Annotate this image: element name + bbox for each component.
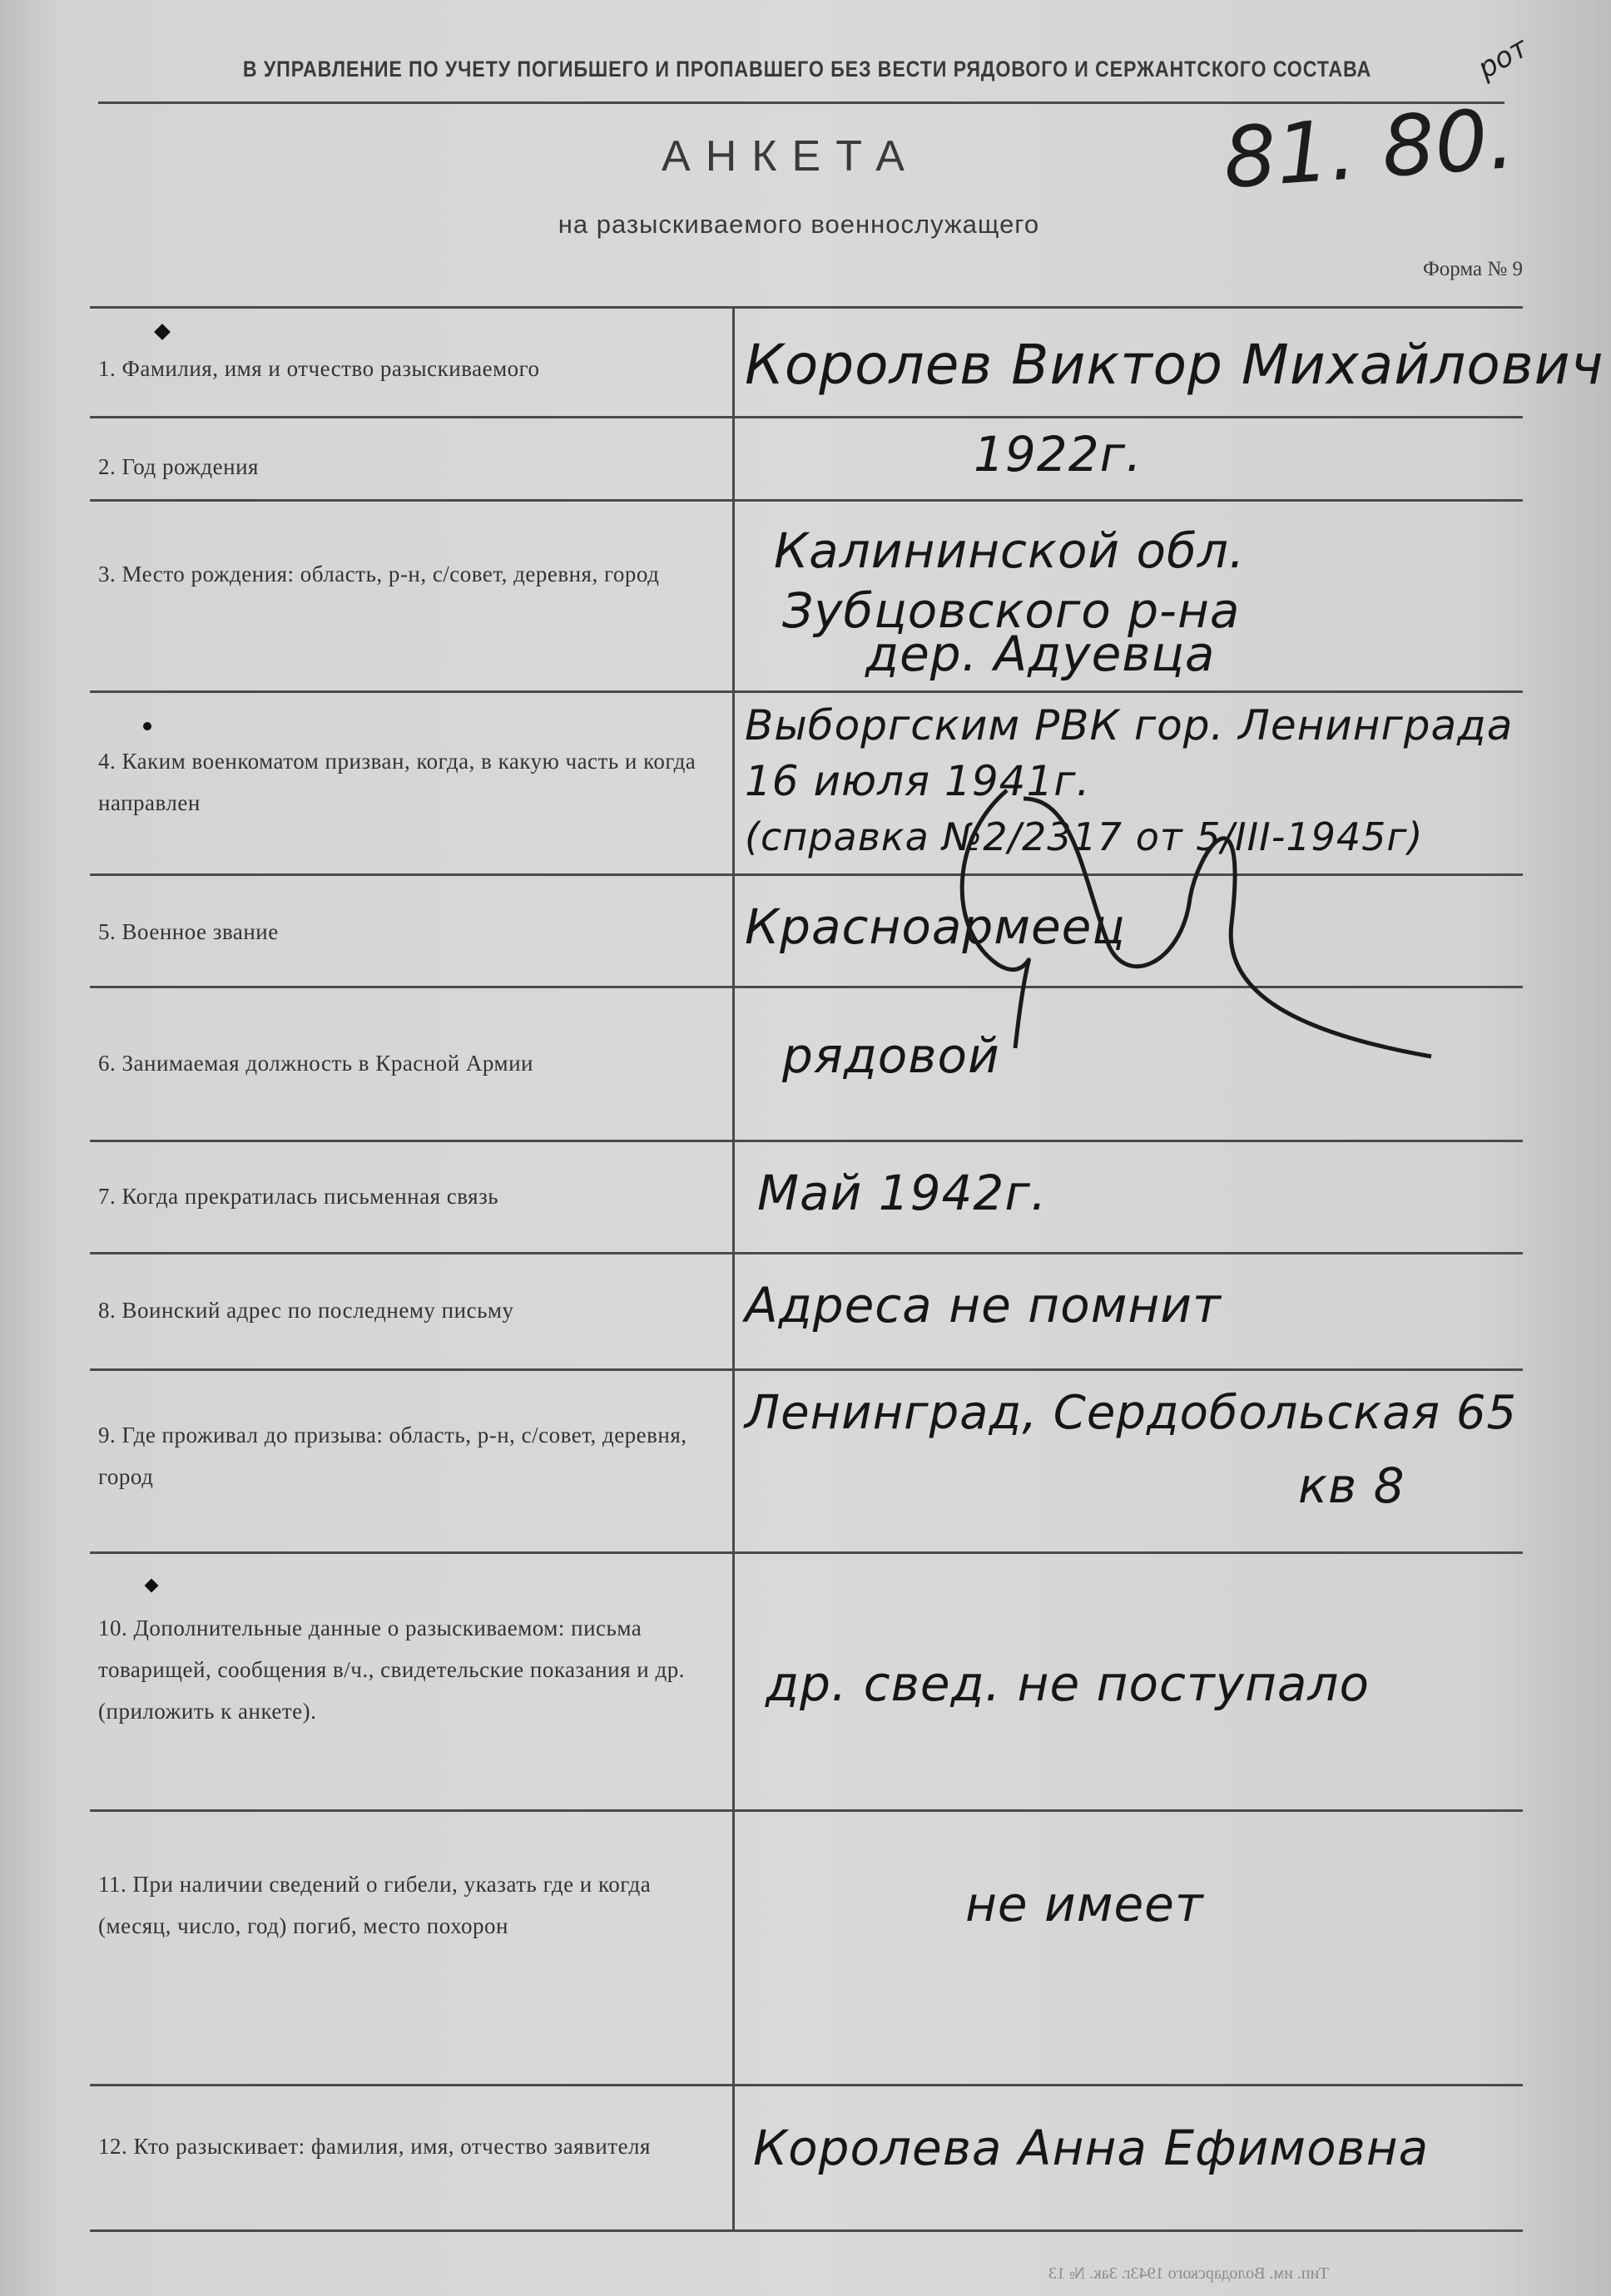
row-rule bbox=[90, 1809, 1523, 1812]
answer-full-name: Королев Виктор Михайлович bbox=[745, 333, 1604, 397]
answer-draft-office-3: (справка №2/2317 от 5/III-1945г) bbox=[745, 814, 1424, 859]
form-number: Форма № 9 bbox=[1423, 258, 1523, 280]
answer-additional-data: др. свед. не поступало bbox=[766, 1655, 1370, 1712]
row-rule bbox=[90, 1368, 1523, 1371]
header-rule bbox=[98, 101, 1504, 104]
row-rule bbox=[90, 2084, 1523, 2086]
label-residence: 9. Где проживал до призыва: область, р-н, с/совет, деревня, город bbox=[98, 1423, 687, 1489]
label-military-rank: 5. Военное звание bbox=[98, 919, 279, 944]
answer-birth-place-3: дер. Адуевца bbox=[865, 626, 1216, 682]
answer-residence-1: Ленинград, Сердобольская 65 bbox=[745, 1386, 1518, 1440]
printer-imprint-reversed: Тип. им. Володарского 1943г. Зак. № 13 bbox=[1048, 2264, 1329, 2283]
answer-draft-office-2: 16 июля 1941г. bbox=[745, 757, 1091, 805]
punch-mark bbox=[154, 324, 171, 340]
answer-birth-year: 1922г. bbox=[974, 426, 1143, 482]
answer-military-address: Адреса не помнит bbox=[745, 1277, 1222, 1334]
punch-mark bbox=[143, 722, 151, 730]
row-rule bbox=[90, 499, 1523, 502]
row-rule bbox=[90, 1252, 1523, 1254]
label-position: 6. Занимаемая должность в Красной Армии bbox=[98, 1051, 534, 1076]
table-bottom-rule bbox=[90, 2229, 1523, 2232]
label-birth-year: 2. Год рождения bbox=[98, 454, 259, 479]
label-birth-place: 3. Место рождения: область, р-н, с/совет, деревня, город bbox=[98, 562, 660, 586]
answer-military-rank: Красноармеец bbox=[745, 898, 1126, 955]
label-full-name: 1. Фамилия, имя и отчество разыскиваемого bbox=[98, 356, 540, 381]
row-rule bbox=[90, 1551, 1523, 1554]
label-last-contact: 7. Когда прекратилась письменная связь bbox=[98, 1184, 499, 1209]
punch-mark bbox=[145, 1579, 159, 1593]
row-rule bbox=[90, 873, 1523, 876]
column-divider bbox=[732, 306, 735, 2232]
label-death-info: 11. При наличии сведений о гибели, указать где и когда (месяц, число, год) погиб, место похорон bbox=[98, 1872, 652, 1938]
form-title: АНКЕТА bbox=[662, 132, 920, 181]
row-rule bbox=[90, 986, 1523, 988]
form-subtitle: на разыскиваемого военнослужащего bbox=[558, 210, 1040, 239]
table-top-rule bbox=[90, 306, 1523, 309]
answer-position: рядовой bbox=[782, 1027, 1000, 1084]
answer-death-info: не имеет bbox=[965, 1876, 1204, 1932]
label-military-address: 8. Воинский адрес по последнему письму bbox=[98, 1298, 514, 1323]
answer-applicant: Королева Анна Ефимовна bbox=[753, 2120, 1430, 2176]
row-rule bbox=[90, 690, 1523, 693]
answer-residence-2: кв 8 bbox=[1298, 1457, 1405, 1514]
label-draft-office: 4. Каким военкоматом призван, когда, в какую часть и когда направлен bbox=[98, 749, 696, 815]
answer-birth-place-1: Калининской обл. bbox=[774, 522, 1246, 579]
answer-last-contact: Май 1942г. bbox=[757, 1165, 1048, 1221]
label-applicant: 12. Кто разыскивает: фамилия, имя, отчество заявителя bbox=[98, 2134, 651, 2159]
case-number-handwritten: 81. 80. bbox=[1220, 89, 1518, 208]
row-rule bbox=[90, 416, 1523, 418]
addressee-header: В УПРАВЛЕНИЕ ПО УЧЕТУ ПОГИБШЕГО И ПРОПАВШЕГО БЕЗ ВЕСТИ РЯДОВОГО И СЕРЖАНТСКОГО СОСТАВА bbox=[242, 57, 1372, 82]
answer-birth-place-2: Зубцовского р-на bbox=[782, 582, 1241, 639]
label-additional-data: 10. Дополнительные данные о разыскиваемом: письма товарищей, сообщения в/ч., свидетельские показания и др. (приложить к анкете). bbox=[98, 1616, 685, 1724]
case-suffix-handwritten: рот bbox=[1472, 31, 1534, 86]
answer-draft-office-1: Выборгским РВК гор. Ленинграда bbox=[745, 701, 1514, 750]
row-rule bbox=[90, 1140, 1523, 1142]
